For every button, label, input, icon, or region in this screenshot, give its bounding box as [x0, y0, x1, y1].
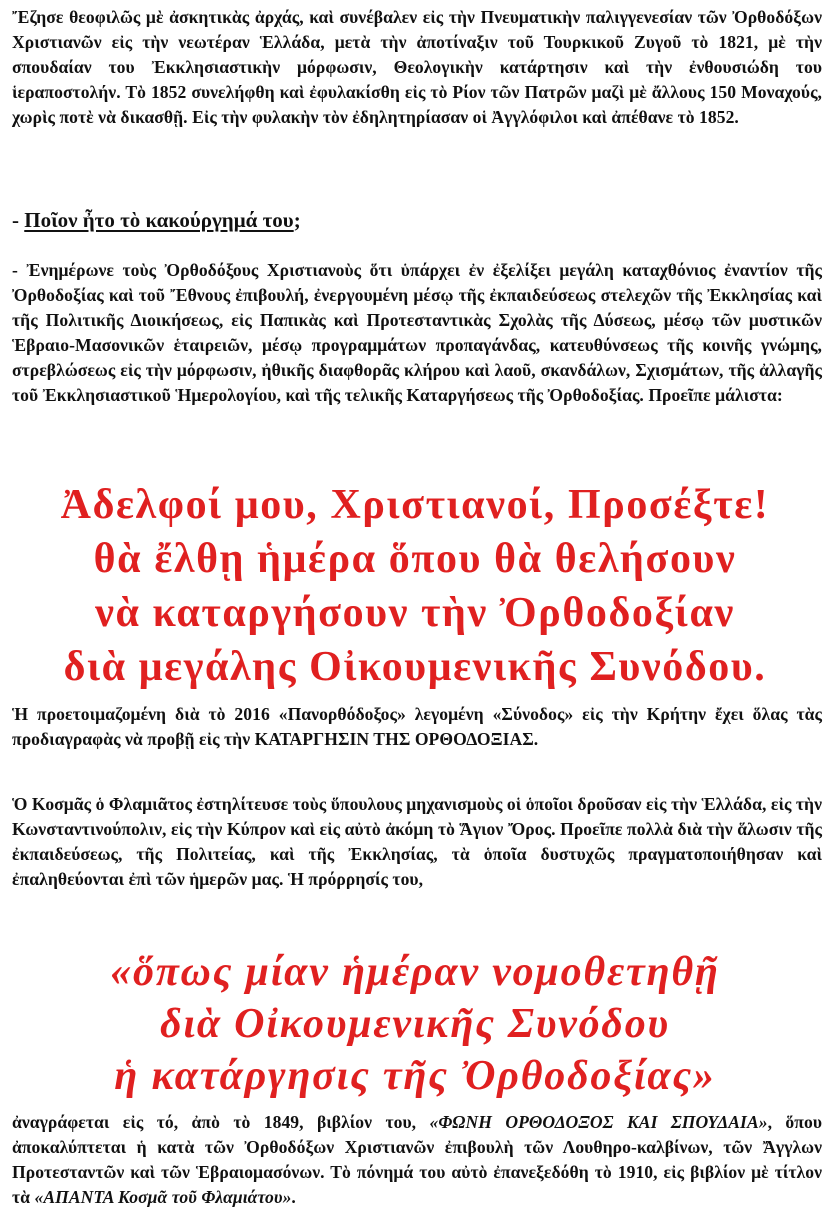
- closing-text-1: ἀναγράφεται εἰς τό, ἀπὸ τὸ 1849, βιβλίον του,: [12, 1112, 430, 1132]
- synod-paragraph: Ἡ προετοιμαζομένη διὰ τὸ 2016 «Πανορθόδοξος» λεγομένη «Σύνοδος» εἰς τὴν Κρήτην ἔχει ὅλας τὰς προδιαγραφὰς νὰ προβῇ εἰς τὴν ΚΑΤΑΡΓΗΣΙΝ ΤΗΣ ΟΡΘΟΔΟΞΙΑΣ.: [12, 704, 822, 749]
- quote-line: «ὅπως μίαν ἡμέραν νομοθετηθῇ: [110, 949, 720, 995]
- closing-paragraph: [12, 1110, 822, 1210]
- question-heading: [12, 206, 822, 234]
- prophecy-line: νὰ καταργήσουν τὴν Ὀρθοδοξίαν: [95, 590, 735, 636]
- question-dash: -: [12, 208, 25, 232]
- prophecy-line: θὰ ἔλθῃ ἡμέρα ὅπου θὰ θελήσουν: [93, 536, 737, 582]
- answer-paragraph: - Ἐνημέρωνε τοὺς Ὀρθοδόξους Χριστιανοὺς ὅτι ὑπάρχει ἐν ἐξελίξει μεγάλη καταχθόνιος ἐναντίον τῆς Ὀρθοδοξίας καὶ τοῦ Ἔθνους ἐπιβουλή, ἐνεργουμένη μέσῳ τῆς ἐκπαιδεύσεως στελεχῶν τῆς Ἐκκλησίας καὶ τῆς Πολιτικῆς Διοικήσεως, εἰς Παπικὰς καὶ Προτεσταντικὰς Σχολὰς τῆς Δύσεως, μέσῳ τῶν μυστικῶν Ἑβραιο-Μασονικῶν ἑταιρειῶν, μέσῳ προγραμμάτων προπαγάνδας, κατευθύνσεως τῆς κοινῆς γνώμης, στρεβλώσεως εἰς τὴν μόρφωσιν, ἠθικῆς διαφθορᾶς κλήρου καὶ λαοῦ, σκανδάλων, Σχισμάτων, τῆς ἀλλαγῆς τοῦ Ἐκκλησιαστικοῦ Ἡμερολογίου, καὶ τῆς τελικῆς Καταργήσεως τῆς Ὀρθοδοξίας. Προεῖπε μάλιστα:: [12, 260, 822, 405]
- book-title-1: «ΦΩΝΗ ΟΡΘΟΔΟΞΟΣ ΚΑΙ ΣΠΟΥΔΑΙΑ»: [429, 1112, 768, 1132]
- closing-text-2: , ὅπου ἀποκαλύπτεται ἡ κατὰ τῶν Ὀρθοδόξων Χριστιανῶν ἐπιβουλὴ τῶν Λουθηρο-καλβίνων, τῶν Ἄγγλων Προτεσταντῶν καὶ τῶν Ἑβραιομασόνων. Τὸ πόνημά του αὐτὸ ἐπανεξεδόθη τὸ 1910, εἰς βιβλίον μὲ τίτλον τὰ: [12, 1112, 822, 1207]
- quote-line: διὰ Οἰκουμενικῆς Συνόδου: [160, 1001, 670, 1047]
- quote-line: ἡ κατάργησις τῆς Ὀρθοδοξίας»: [114, 1053, 716, 1099]
- prophecy-line: διὰ μεγάλης Οἰκουμενικῆς Συνόδου.: [63, 644, 767, 690]
- intro-paragraph: Ἔζησε θεοφιλῶς μὲ ἀσκητικὰς ἀρχάς, καὶ συνέβαλεν εἰς τὴν Πνευματικὴν παλιγγενεσίαν τῶν Ὀρθοδόξων Χριστιανῶν εἰς τὴν νεωτέραν Ἑλλάδα, μετὰ τὴν ἀποτίναξιν τοῦ Τουρκικοῦ Ζυγοῦ τὸ 1821, μὲ τὴν σπουδαίαν του Ἐκκλησιαστικὴν μόρφωσιν, Θεολογικὴν κατάρτησιν καὶ τὴν ἐνθουσιώδη του ἱεραποστολήν. Τὸ 1852 συνελήφθη καὶ ἐφυλακίσθη εἰς τὸ Ρίον τῶν Πατρῶν μαζὶ μὲ ἄλλους 150 Μοναχούς, χωρὶς ποτὲ νὰ δικασθῇ. Εἰς τὴν φυλακὴν τὸν ἐδηλητηρίασαν οἱ Ἀγγλόφιλοι καὶ ἀπέθανε τὸ 1852.: [12, 7, 822, 127]
- prophecy-line: Ἀδελφοί μου, Χριστιανοί, Προσέξτε!: [60, 482, 770, 528]
- question-mark: ;: [293, 208, 301, 232]
- closing-text-3: .: [291, 1187, 296, 1207]
- book-title-2: «ΑΠΑΝΤΑ Κοσμᾶ τοῦ Φλαμιάτου»: [34, 1187, 292, 1207]
- kosmas-paragraph: Ὁ Κοσμᾶς ὁ Φλαμιᾶτος ἐστηλίτευσε τοὺς ὕπουλους μηχανισμοὺς οἱ ὁποῖοι δροῦσαν εἰς τὴν Ἑλλάδα, εἰς τὴν Κωνσταντινούπολιν, εἰς τὴν Κύπρον καὶ εἰς αὐτὸ ἀκόμη τὸ Ἅγιον Ὄρος. Προεῖπε πολλὰ διὰ τὴν ἅλωσιν τῆς ἐκπαιδεύσεως, τῆς Πολιτείας, καὶ τῆς Ἐκκλησίας, τὰ ὁποῖα δυστυχῶς πραγματοποιήθησαν καὶ ἐπαληθεύονται ἐπὶ τῶν ἡμερῶν μας. Ἡ πρόρρησίς του,: [12, 794, 822, 889]
- question-text: Ποῖον ἦτο τὸ κακούργημά του: [24, 208, 294, 232]
- quote-callout: [0, 946, 830, 1102]
- prophecy-callout: [0, 478, 830, 694]
